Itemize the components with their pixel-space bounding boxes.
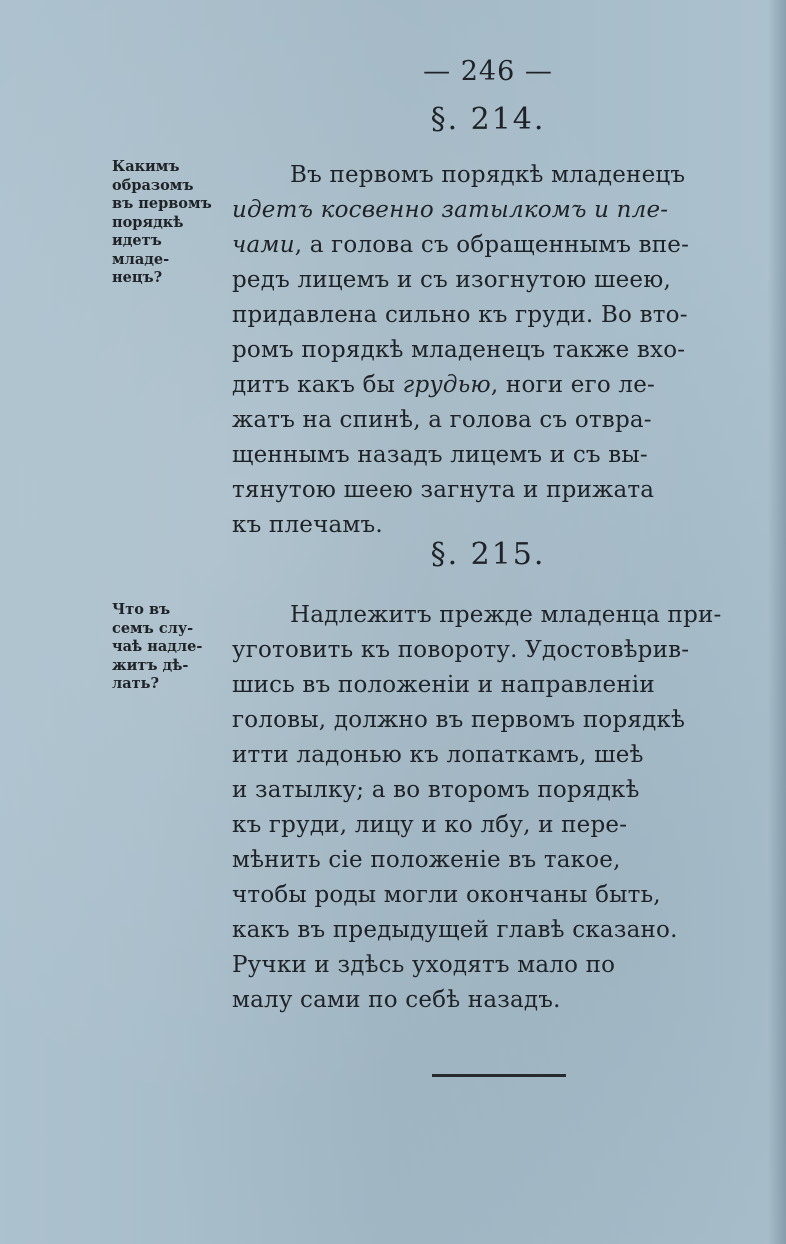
text-line [232,633,764,668]
marginal-note-line: младе- [112,250,170,268]
marginal-note-line: образомъ [112,176,194,194]
text-run: дитъ какъ бы [232,372,403,398]
text-line [232,403,764,438]
text-line [232,438,764,473]
text-line [232,843,764,878]
marginal-note-line: Что въ [112,601,171,618]
text-run: , ноги его ле- [490,372,655,398]
text-line [232,703,764,738]
text-line [232,598,764,633]
text-run: , а голова съ обращеннымъ впе- [294,232,690,258]
marginal-note-line: семъ слу- [112,619,194,637]
section-heading-214: §. 214. [430,102,546,137]
text-run: шись въ положеніи и направленіи [232,672,655,698]
text-line [232,368,764,403]
text-line [232,333,764,368]
page-edge-shadow [768,0,786,1244]
text-run: придавлена сильно къ груди. Во вто- [232,302,688,328]
text-run: мѣнить сіе положеніе въ такое, [232,847,621,873]
text-run: и затылку; а во второмъ порядкѣ [232,777,640,803]
text-line [232,948,764,983]
marginal-note-line: нецъ? [112,269,163,286]
text-line [232,773,764,808]
text-run: уготовить къ повороту. Удостовѣрив- [232,637,690,663]
text-run: редъ лицемъ и съ изогнутою шеею, [232,267,671,293]
text-run: Надлежитъ прежде младенца при- [290,602,722,628]
text-run: Въ первомъ порядкѣ младенецъ [290,162,686,188]
marginal-note-line: Какимъ [112,158,180,175]
text-run: какъ въ предыдущей главѣ сказано. [232,917,678,943]
marginal-note-line: идетъ [112,232,162,249]
text-line [232,298,764,333]
text-run: головы, должно въ первомъ порядкѣ [232,707,686,733]
text-run: малу сами по себѣ назадъ. [232,987,561,1013]
text-run: ромъ порядкѣ младенецъ также вхо- [232,337,686,363]
text-line [232,668,764,703]
page-number: — 246 — [423,56,553,87]
marginal-note-line: порядкѣ [112,213,184,231]
marginal-note-line: житъ дѣ- [112,656,189,674]
text-line [232,878,764,913]
section-text-215 [232,598,764,1018]
text-line [232,913,764,948]
text-line [232,738,764,773]
text-line [232,263,764,298]
text-run: Ручки и здѣсь уходятъ мало по [232,952,616,978]
text-run: къ плечамъ. [232,512,383,538]
text-line [232,193,764,228]
text-run: щеннымъ назадъ лицемъ и съ вы- [232,442,648,468]
marginal-note-215 [112,601,234,694]
text-line [232,983,764,1018]
text-run: жатъ на спинѣ, а голова съ отвра- [232,407,652,433]
text-run: чтобы роды могли окончаны быть, [232,882,661,908]
section-heading-215: §. 215. [430,537,546,572]
text-run: итти ладонью къ лопаткамъ, шеѣ [232,742,644,768]
end-rule [432,1074,566,1077]
marginal-note-line: лать? [112,675,159,692]
text-line [232,158,764,193]
italic-text: идетъ косвенно затылкомъ и пле- [232,197,669,223]
marginal-note-line: чаѣ надле- [112,638,203,655]
text-line [232,473,764,508]
italic-text: грудью [402,372,491,398]
italic-text: чами [232,232,295,258]
text-run: къ груди, лицу и ко лбу, и пере- [232,812,628,838]
text-line [232,808,764,843]
marginal-note-line: въ первомъ [112,195,212,212]
text-line [232,228,764,263]
section-text-214 [232,158,764,543]
marginal-note-214 [112,158,234,288]
text-run: тянутою шеею загнута и прижата [232,477,655,503]
